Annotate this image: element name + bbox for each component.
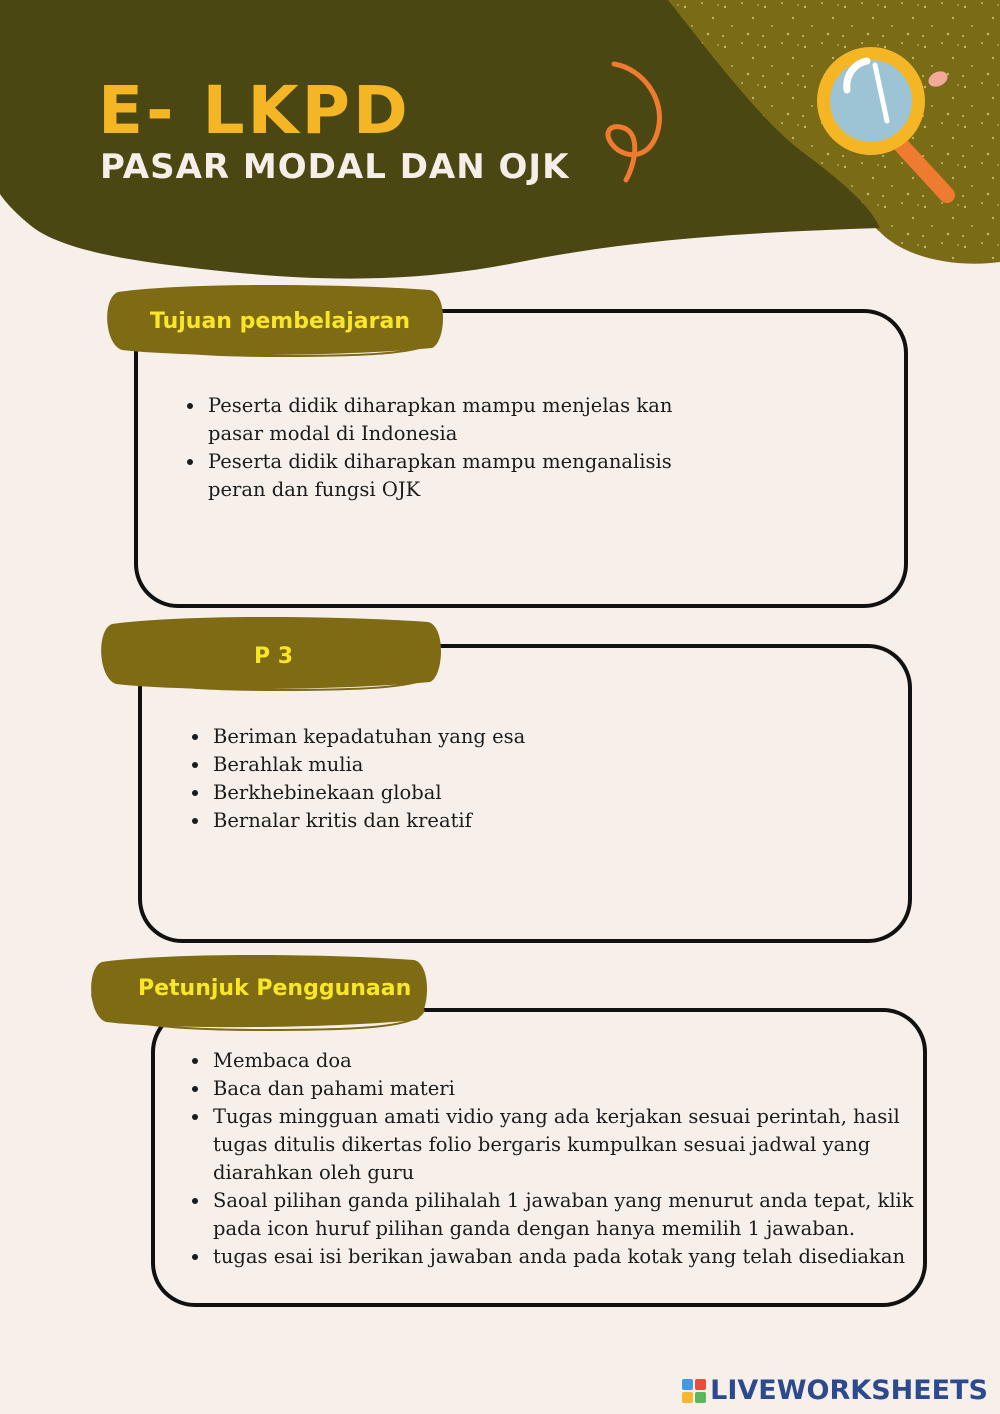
liveworksheets-logo-icon xyxy=(682,1379,706,1403)
list-item: • tugas esai isi berikan jawaban anda pada kotak yang telah disediakan xyxy=(211,1243,939,1271)
section-label-p3: P 3 xyxy=(254,644,294,669)
list-item: • Baca dan pahami materi xyxy=(211,1075,939,1103)
list-item: • Membaca doa xyxy=(211,1047,939,1075)
list-item: • Berkhebinekaan global xyxy=(211,779,731,807)
squiggle-doodle-icon xyxy=(596,58,676,188)
section-label-petunjuk: Petunjuk Penggunaan xyxy=(138,976,412,1001)
list-tujuan xyxy=(180,392,726,504)
list-item: • Bernalar kritis dan kreatif xyxy=(211,807,731,835)
list-item: • Berahlak mulia xyxy=(211,751,731,779)
list-item: • Saoal pilihan ganda pilihalah 1 jawaban yang menurut anda tepat, klik pada icon huruf pilihan ganda dengan hanya memilih 1 jawaban. xyxy=(211,1187,939,1243)
list-item: • Peserta didik diharapkan mampu menjelas kan pasar modal di Indonesia xyxy=(206,392,726,448)
magnifying-glass-icon xyxy=(805,35,965,210)
list-petunjuk xyxy=(185,1047,939,1271)
liveworksheets-brand-link[interactable] xyxy=(682,1375,988,1406)
brand-name: LIVEWORKSHEETS xyxy=(710,1375,988,1406)
page-title: E- LKPD xyxy=(98,72,411,149)
list-item: • Tugas mingguan amati vidio yang ada kerjakan sesuai perintah, hasil tugas ditulis dikertas folio bergaris kumpulkan sesuai jadwal yang diarahkan oleh guru xyxy=(211,1103,939,1187)
list-item: • Beriman kepadatuhan yang esa xyxy=(211,723,731,751)
list-p3 xyxy=(185,723,731,835)
list-item: • Peserta didik diharapkan mampu menganalisis peran dan fungsi OJK xyxy=(206,448,726,504)
page-subtitle: PASAR MODAL DAN OJK xyxy=(100,147,570,187)
section-label-tujuan: Tujuan pembelajaran xyxy=(150,309,411,334)
